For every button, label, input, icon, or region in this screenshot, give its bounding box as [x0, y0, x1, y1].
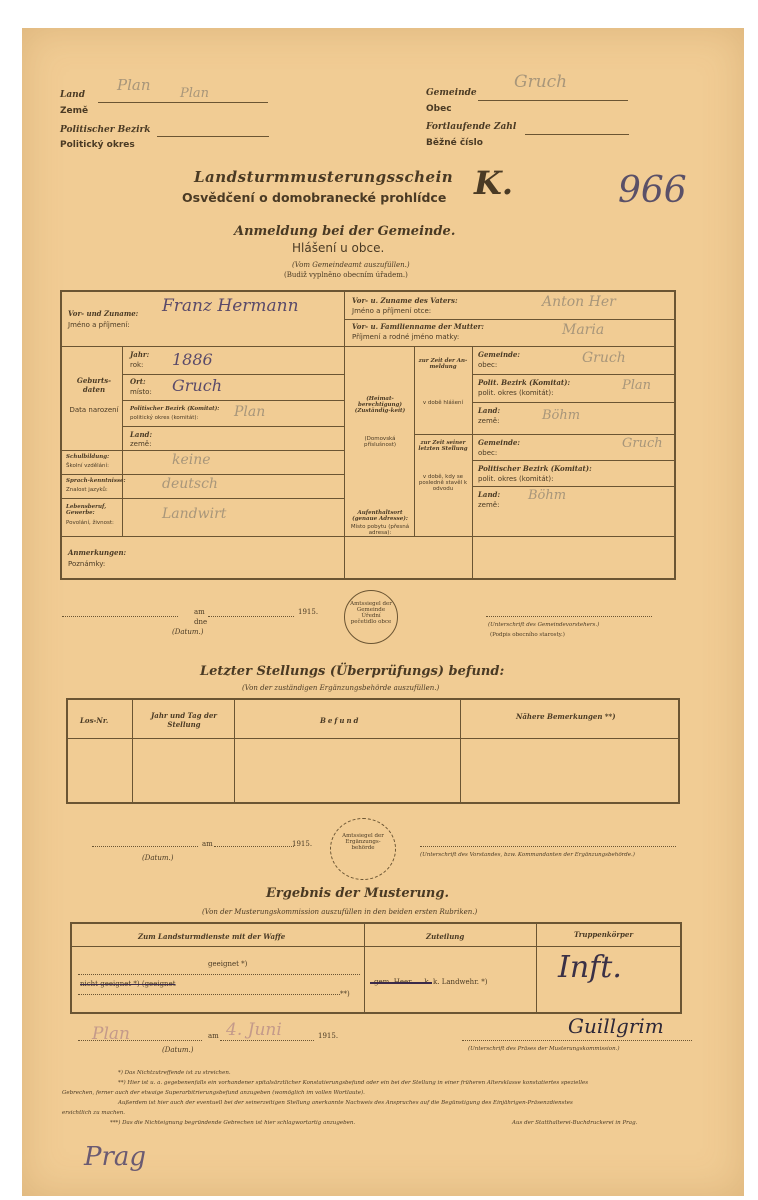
divider — [62, 450, 344, 451]
date-line-3b — [220, 1040, 314, 1041]
polit-bezirk-label: Polit. Bezirk (Komitat): — [478, 378, 571, 387]
polit-okres-label: polit. okres (komitát): — [478, 389, 554, 397]
unterschrift-2: (Unterschrift des Vorstandes, bzw. Kommandanten der Ergänzungsbehörde.) — [420, 852, 635, 858]
heimat-label-de: (Heimat-berechtigung) (Zuständig-keit) — [354, 396, 406, 414]
land3-handwritten: Böhm — [528, 488, 567, 503]
bezirk-line — [157, 136, 269, 137]
mother-handwritten: Maria — [562, 322, 605, 338]
obec-row1-label: obec: — [478, 361, 498, 369]
divider — [472, 460, 674, 461]
father-handwritten: Anton Her — [542, 294, 616, 310]
section1-note-cz: (Budiž vyplněno obecním úřadem.) — [284, 271, 408, 279]
sprach-label: Sprach-kenntnisse: — [66, 478, 126, 484]
fortlaufende-label: Fortlaufende Zahl — [426, 122, 517, 132]
divider — [122, 346, 123, 450]
divider — [472, 346, 473, 578]
zeme-label: Země — [60, 106, 89, 116]
zahl-line — [525, 134, 629, 135]
col-landsturm: Zum Landsturmdienste mit der Waffe — [138, 932, 286, 941]
anmerkungen-label: Anmerkungen: — [68, 548, 127, 557]
divider — [122, 426, 344, 427]
signature-line-3 — [462, 1040, 692, 1041]
col-zuteilung: Zuteilung — [426, 932, 465, 941]
poznamky-label: Poznámky: — [68, 560, 106, 568]
date-stamp: 4. Juni — [226, 1020, 282, 1040]
title-czech: Osvědčení o domobranecké prohlídce — [182, 190, 447, 205]
nicht-geeignet-line — [78, 994, 340, 995]
divider — [460, 700, 461, 802]
zur-zeit2-de: zur Zeit seiner letzten Stellung — [418, 440, 468, 452]
polit-okres2-label: polit. okres (komitát): — [478, 475, 554, 483]
geeignet-text: geeignet *) — [208, 960, 248, 968]
year-3: 1915. — [318, 1032, 339, 1040]
footnote-5: ersichtlich zu machen. — [62, 1110, 126, 1116]
footnote-6: ***) Das die Nichteignung begründende Gebrechen ist hier schlagwortartig anzugeben. — [110, 1120, 356, 1126]
zur-zeit-cz: v době hlášení — [422, 400, 464, 406]
divider — [344, 346, 345, 578]
land-row2-label: Land: — [478, 406, 501, 415]
serial-number: 966 — [618, 170, 687, 211]
signature-line-2 — [420, 846, 676, 847]
beruf-label: Lebensberuf, Gewerbe: — [66, 504, 107, 516]
place-stamp: Plan — [92, 1024, 130, 1044]
footnote-3: Gebrechen, ferner auch der etwaige Superarbitrierungsbefund anzugeben (womöglich im vollen Wortlaute). — [62, 1090, 365, 1096]
datum-1: (Datum.) — [172, 628, 204, 636]
jahr-label: Jahr: — [130, 350, 150, 359]
jmeno-label: Jméno a příjmení: — [68, 321, 130, 329]
okres-label: Politický okres — [60, 140, 135, 150]
land-handwritten: Plan — [117, 76, 151, 94]
section3-title: Ergebnis der Musterung. — [266, 886, 449, 901]
divider — [234, 700, 235, 802]
bottom-handwriting: Prag — [84, 1142, 147, 1172]
am-3: am — [208, 1032, 219, 1040]
land-label: Land — [60, 90, 85, 100]
zur-zeit-de: zur Zeit der An-meldung — [418, 358, 468, 370]
divider — [68, 738, 678, 739]
bezirk3-handwritten: Plan — [622, 378, 652, 393]
divider — [132, 700, 133, 802]
misto-label: místo: — [130, 388, 152, 396]
father-label-de: Vor- u. Zuname des Vaters: — [352, 296, 458, 305]
povolani-label: Povolání, živnost: — [66, 520, 114, 526]
divider — [72, 946, 680, 947]
unterschrift-1-cz: (Podpis obecního starosty.) — [490, 632, 565, 638]
land-row-label: Land: — [130, 430, 153, 439]
divider — [414, 434, 674, 435]
gemeinde-row1-label: Gemeinde: — [478, 350, 520, 359]
year-handwritten: 1886 — [172, 350, 213, 369]
section2-note: (Von der zuständigen Ergänzungsbehörde auszufüllen.) — [242, 684, 440, 692]
date-line-2b — [214, 846, 294, 847]
land-line — [98, 102, 268, 103]
father-label-cz: Jméno a příjmení otce: — [352, 307, 432, 315]
seal-ergaenzung: Amtssiegel der Ergänzungs-behörde — [330, 818, 396, 880]
dne-1: dne — [194, 618, 208, 626]
date-line-2 — [92, 846, 198, 847]
section1-note-de: (Vom Gemeindeamt auszufüllen.) — [292, 261, 410, 269]
ort-label: Ort: — [130, 377, 146, 386]
footnote-2: **) Hier ist u. a. gegebenenfalls ein vorhandener spitalsärztlicher Konstatierungsbefund oder ein bei der Stellung in einer früheren Altersklasse konstatiertes spezielles — [118, 1080, 589, 1086]
zeme-row-label: země: — [130, 440, 152, 448]
unterschrift-1-de: (Unterschrift des Gemeindevorstehers.) — [488, 622, 600, 628]
okres-komitat-label: politický okres (komitát): — [130, 415, 199, 421]
gemeinde3-handwritten: Gruch — [622, 436, 663, 451]
gemeinde-label: Gemeinde — [426, 88, 477, 98]
land2-handwritten: Böhm — [542, 408, 581, 423]
divider — [62, 536, 674, 537]
divider — [122, 374, 344, 375]
datum-3: (Datum.) — [162, 1046, 194, 1054]
gemeinde-handwritten-2: Gruch — [582, 350, 626, 366]
gemeinde-row2-label: Gemeinde: — [478, 438, 520, 447]
divider — [62, 498, 344, 499]
form-sheet — [22, 28, 744, 1196]
name-handwritten: Franz Hermann — [162, 296, 299, 316]
schulbildung-label: Schulbildung: — [66, 454, 110, 460]
mother-label-cz: Příjmení a rodné jméno matky: — [352, 333, 460, 341]
divider — [472, 374, 674, 375]
divider — [122, 400, 344, 401]
nicht-geeignet-text: nicht geeignet *) (geeignet — [80, 980, 176, 988]
col-bemerkungen: Nähere Bemerkungen **) — [516, 712, 616, 721]
land-row3-label: Land: — [478, 490, 501, 499]
footnote-4: Außerdem ist hier auch der eventuell bei der seinerzeitigen Stellung anerkannte Nachweis des Anspruches auf die Begünstigung des Einjährigen-Präsenzdienstes — [118, 1100, 573, 1106]
am-2: am — [202, 840, 213, 848]
bezirk-label: Politischer Bezirk — [60, 125, 151, 135]
schule-handwritten: keine — [172, 452, 211, 468]
divider — [364, 924, 365, 1012]
politischer-bezirk2-label: Politischer Bezirk (Komitat): — [478, 464, 592, 473]
bezirk-handwritten-2: Plan — [234, 404, 266, 420]
col-befund: Befund — [320, 716, 361, 725]
footnote-1: *) Das Nichtzutreffende ist zu streichen. — [118, 1070, 231, 1076]
col-jahr-tag: Jahr und Tag der Stellung — [150, 711, 217, 729]
section2-title: Letzter Stellungs (Überprüfungs) befund: — [200, 664, 505, 679]
aufenthalt-label-de: Aufenthaltsort (genaue Adresse): — [352, 510, 408, 522]
divider — [414, 346, 415, 536]
printer-note: Aus der Statthalterei-Buchdruckerei in Prag. — [512, 1120, 638, 1126]
section1-title-de: Anmeldung bei der Gemeinde. — [234, 224, 456, 239]
section1-title-cz: Hlášení u obce. — [292, 241, 385, 255]
bezirk-handwritten: Plan — [180, 86, 210, 101]
year-1: 1915. — [298, 608, 319, 616]
divider — [62, 474, 344, 475]
geburtsdaten-de: Geburts-daten — [76, 376, 112, 394]
zeme-row3-label: země: — [478, 501, 500, 509]
vor-zuname-label: Vor- und Zuname: — [68, 309, 139, 318]
bezne-cislo-label: Běžné číslo — [426, 138, 483, 148]
mother-label-de: Vor- u. Familienname der Mutter: — [352, 322, 484, 331]
date-line-3 — [78, 1040, 202, 1041]
rok-label: rok: — [130, 361, 144, 369]
strike-mark — [370, 982, 432, 984]
divider — [472, 402, 674, 403]
title-letter: K. — [474, 164, 513, 202]
divider — [472, 486, 674, 487]
president-signature: Guillgrim — [568, 1014, 664, 1038]
date-line-1 — [62, 616, 178, 617]
beruf-handwritten: Landwirt — [162, 506, 227, 522]
am-1: am — [194, 608, 205, 616]
date-line-1b — [208, 616, 294, 617]
jazyk-label: Znalost jazyků: — [66, 487, 108, 493]
divider — [62, 346, 674, 347]
zur-zeit2-cz: v době, kdy se posledně stavěl k odvodu — [418, 474, 468, 492]
geburtsdaten-cz: Data narození — [69, 406, 119, 414]
place-handwritten: Gruch — [172, 376, 222, 395]
gemeinde-handwritten: Gruch — [514, 72, 568, 92]
truppe-handwritten: Inft. — [558, 950, 622, 985]
datum-2: (Datum.) — [142, 854, 174, 862]
obec-label: Obec — [426, 104, 452, 114]
double-star: **) — [340, 990, 350, 998]
bezirk-komitat-label: Politischer Bezirk (Komitat): — [130, 406, 220, 412]
col-truppenkoerper: Truppenkörper — [574, 930, 634, 939]
obec-row2-label: obec: — [478, 449, 498, 457]
divider — [536, 924, 537, 1012]
section3-note: (Von der Musterungskommission auszufüllen in den beiden ersten Rubriken.) — [202, 908, 478, 916]
seal-gemeinde: Amtssiegel der Gemeinde Úřední pečetidlo obce — [344, 590, 398, 644]
year-2: 1915. — [292, 840, 313, 848]
aufenthalt-label-cz: Místo pobytu (přesná adresa): — [350, 524, 410, 536]
col-los-nr: Los-Nr. — [80, 716, 109, 725]
signature-line-1 — [486, 616, 652, 617]
title-german: Landsturmmusterungsschein — [194, 168, 454, 186]
gemeinde-line — [478, 100, 628, 101]
geeignet-line — [78, 974, 360, 975]
divider — [344, 319, 674, 320]
heimat-label-cz: (Domovská příslušnost) — [363, 436, 397, 448]
zeme-row2-label: země: — [478, 417, 500, 425]
skolni-label: Školní vzdělání: — [66, 463, 109, 469]
sprache-handwritten: deutsch — [162, 476, 218, 492]
divider — [122, 450, 123, 536]
landwehr-text: gem. Heer. — k. k. Landwehr. *) — [374, 978, 488, 986]
unterschrift-3: (Unterschrift des Präses der Musterungskommission.) — [468, 1046, 620, 1052]
